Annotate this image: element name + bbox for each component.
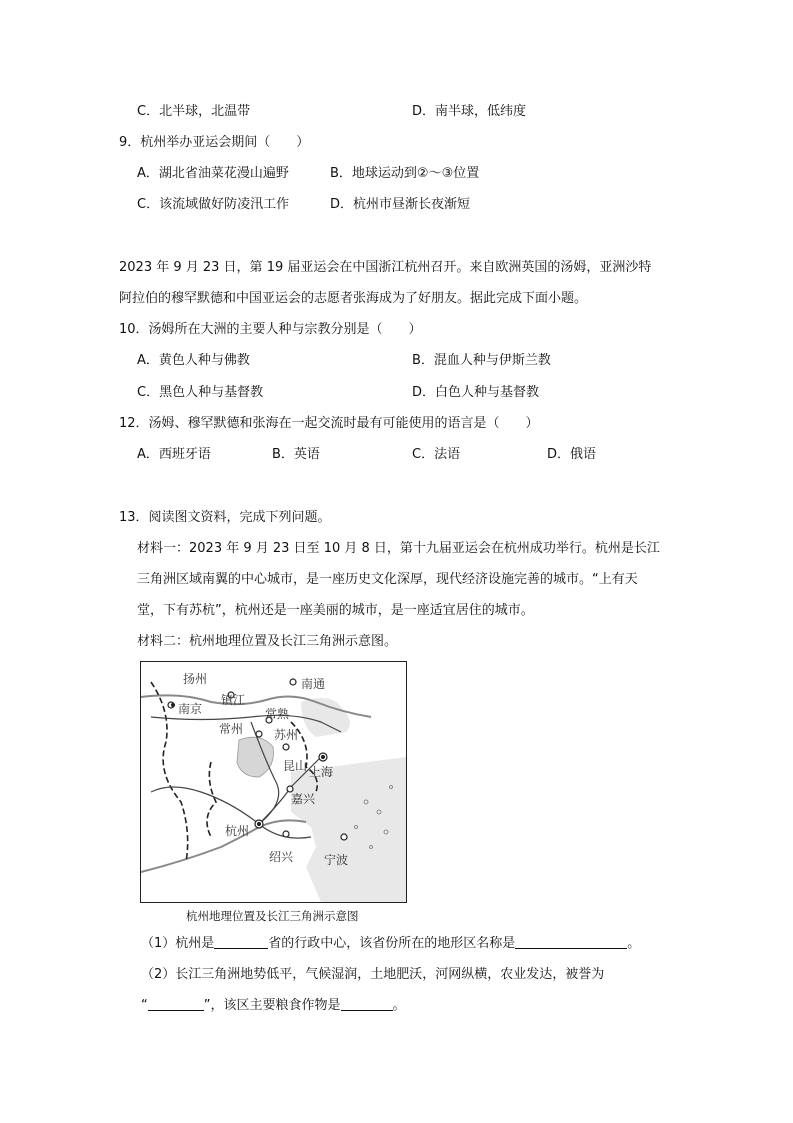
q13-material1-line3: 堂，下有苏杭”，杭州还是一座美丽的城市，是一座适宜居住的城市。 <box>137 603 534 618</box>
answer-blank[interactable] <box>341 997 393 1011</box>
map-city-label: 杭州 <box>225 824 250 838</box>
q13-sub2-open-quote: “ <box>141 998 148 1013</box>
q13-sub2-line1: （2）长江三角洲地势低平，气候湿润，土地肥沃，河网纵横，农业发达，被誉为 <box>141 967 605 982</box>
intro-line-2: 阿拉伯的穆罕默德和中国亚运会的志愿者张海成为了好朋友。据此完成下面小题。 <box>119 291 588 306</box>
q12-option-b: B．英语 <box>272 447 320 462</box>
q9-option-a: A．湖北省油菜花漫山遍野 <box>137 166 289 181</box>
q10-stem: 10．汤姆所在大洲的主要人种与宗教分别是（ ） <box>119 322 422 337</box>
map-caption: 杭州地理位置及长江三角洲示意图 <box>186 909 359 923</box>
q13-sub1-text-a: （1）杭州是 <box>141 936 215 951</box>
q9-option-c: C．该流域做好防凌汛工作 <box>137 197 290 212</box>
answer-blank[interactable] <box>515 935 627 949</box>
q13-sub2-end: 。 <box>392 998 406 1013</box>
q10-option-d: D．白色人种与基督教 <box>412 385 540 400</box>
map-city-label: 常州 <box>219 722 244 736</box>
map-city-label: 扬州 <box>183 672 208 686</box>
q12-option-a: A．西班牙语 <box>137 447 211 462</box>
q9-option-d: D．杭州市昼渐长夜渐短 <box>330 197 471 212</box>
q12-stem: 12．汤姆、穆罕默德和张海在一起交流时最有可能使用的语言是（ ） <box>119 416 539 431</box>
q13-sub1 <box>141 935 640 953</box>
q8-option-d: D．南半球，低纬度 <box>412 104 527 119</box>
q13-sub2-text-b: ”，该区主要粮食作物是 <box>203 998 341 1013</box>
map-city-label: 南通 <box>301 677 326 691</box>
map-city-label: 上海 <box>309 765 334 779</box>
map-city-label: 镇江 <box>221 693 246 707</box>
map-city-label: 南京 <box>178 702 203 716</box>
q13-sub1-end: 。 <box>627 936 641 951</box>
map-city-label: 昆山 <box>283 759 308 773</box>
q10-option-b: B．混血人种与伊斯兰教 <box>412 353 551 368</box>
intro-line-1: 2023 年 9 月 23 日，第 19 届亚运会在中国浙江杭州召开。来自欧洲英国的汤姆，亚洲沙特 <box>119 260 652 275</box>
map-city-label: 绍兴 <box>269 850 294 864</box>
q10-option-a: A．黄色人种与佛教 <box>137 353 250 368</box>
yangtze-delta-map <box>140 661 407 903</box>
q13-material1-line2: 三角洲区域南翼的中心城市，是一座历史文化深厚，现代经济设施完善的城市。“上有天 <box>137 572 638 587</box>
map-city-label: 宁波 <box>324 853 349 867</box>
map-city-label: 常熟 <box>265 707 290 721</box>
q8-option-c: C．北半球，北温带 <box>137 104 251 119</box>
q13-stem: 13．阅读图文资料，完成下列问题。 <box>119 510 331 525</box>
map-city-label: 苏州 <box>274 728 299 742</box>
q12-option-d: D．俄语 <box>547 447 597 462</box>
q13-sub2-line2 <box>141 997 406 1015</box>
q12-option-c: C．法语 <box>412 447 461 462</box>
q9-option-b: B．地球运动到②～③位置 <box>330 166 480 181</box>
answer-blank[interactable] <box>148 997 204 1011</box>
q10-option-c: C．黑色人种与基督教 <box>137 385 264 400</box>
map-city-label: 嘉兴 <box>291 792 316 806</box>
q13-material2: 材料二：杭州地理位置及长江三角洲示意图。 <box>137 634 398 649</box>
q13-sub1-text-b: 省的行政中心，该省份所在的地形区名称是 <box>268 936 516 951</box>
answer-blank[interactable] <box>214 935 268 949</box>
q9-stem: 9．杭州举办亚运会期间（ ） <box>119 135 310 150</box>
q13-material1-line1: 材料一：2023 年 9 月 23 日至 10 月 8 日，第十九届亚运会在杭州成功举行。杭州是长江 <box>137 541 660 556</box>
